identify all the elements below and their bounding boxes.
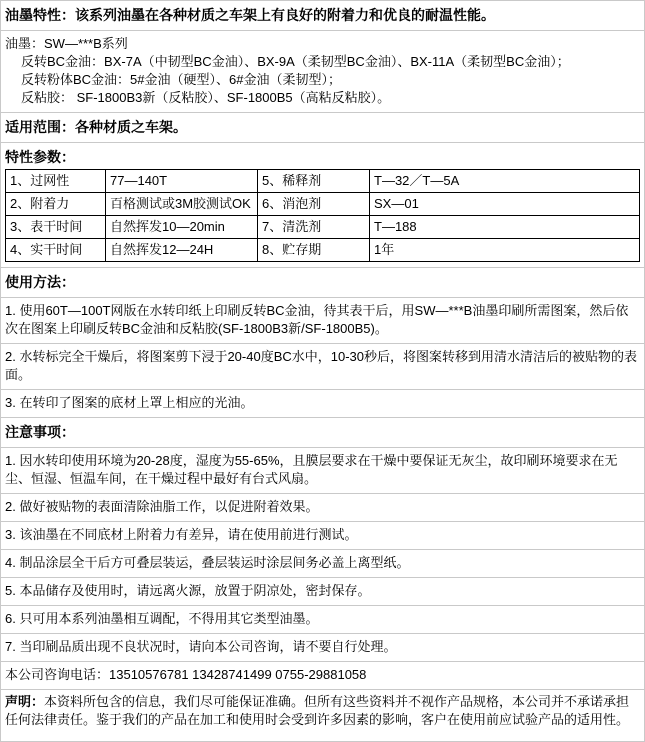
param-value: 自然挥发12—24H [106, 239, 258, 262]
params-row [6, 170, 640, 193]
statement-label: 声明： [5, 694, 45, 709]
section-phone [1, 662, 644, 690]
params-row [6, 239, 640, 262]
param-value: 1年 [370, 239, 640, 262]
scope-text: 各种材质之车架。 [75, 119, 187, 135]
usage-step: 2. 水转标完全干燥后，将图案剪下浸于20-40度BC水中，10-30秒后，将图案转移到用清水清洁后的被贴物的表面。 [1, 344, 644, 390]
usage-title: 使用方法： [1, 268, 644, 298]
note-item: 1. 因水转印使用环境为20-28度，湿度为55-65%，且膜层要求在干燥中要保证无灰尘，故印刷环境要求在无尘、恒湿、恒温车间，在干燥过程中最好有台式风扇。 [1, 448, 644, 494]
note-item: 4. 制品涂层全干后方可叠层装运，叠层装运时涂层间务必盖上离型纸。 [1, 550, 644, 578]
note-item: 5. 本品储存及使用时，请远离火源，放置于阴凉处，密封保存。 [1, 578, 644, 606]
notes-title: 注意事项： [1, 418, 644, 448]
param-value: 77—140T [106, 170, 258, 193]
note-item: 7. 当印刷品质出现不良状况时，请向本公司咨询，请不要自行处理。 [1, 634, 644, 662]
param-name: 6、消泡剂 [258, 193, 370, 216]
params-table [5, 169, 640, 262]
scope-label: 适用范围： [5, 119, 75, 135]
section-scope [1, 113, 644, 143]
feature-label: 油墨特性： [5, 7, 75, 23]
usage-step: 3. 在转印了图案的底材上罩上相应的光油。 [1, 390, 644, 418]
feature-text: 该系列油墨在各种材质之车架上有良好的附着力和优良的耐温性能。 [75, 7, 495, 23]
param-value: T—32／T—5A [370, 170, 640, 193]
param-name: 1、过网性 [6, 170, 106, 193]
section-statement [1, 690, 644, 732]
ink-line-adhesive: 反粘胶： SF-1800B3新（反粘胶）、SF-1800B5（高粘反粘胶）。 [21, 90, 391, 105]
phone-numbers: 13510576781 13428741499 0755-29881058 [109, 667, 367, 682]
statement-text: 本资料所包含的信息，我们尽可能保证准确。但所有这些资料并不视作产品规格，本公司并不承诺承担任何法律责任。鉴于我们的产品在加工和使用时会受到许多因素的影响，客户在使用前应试验产品的适用性。 [5, 694, 630, 727]
note-item: 6. 只可用本系列油墨相互调配，不得用其它类型油墨。 [1, 606, 644, 634]
section-ink-series [1, 31, 644, 113]
params-row [6, 193, 640, 216]
param-value: 百格测试或3M胶测试OK [106, 193, 258, 216]
ink-line-bc-gold: 反转BC金油：BX-7A（中韧型BC金油）、BX-9A（柔韧型BC金油）、BX-11A（柔韧型BC金油）； [21, 54, 570, 69]
phone-label: 本公司咨询电话： [5, 667, 110, 682]
params-row [6, 216, 640, 239]
usage-step: 1. 使用60T—100T网版在水转印纸上印刷反转BC金油，待其表干后，用SW—***B油墨印刷所需图案，然后依次在图案上印刷反转BC金油和反粘胶(SF-1800B3新/SF-1800B5)。 [1, 298, 644, 344]
param-name: 3、表干时间 [6, 216, 106, 239]
params-title: 特性参数： [5, 149, 75, 165]
param-value: 自然挥发10—20min [106, 216, 258, 239]
param-name: 4、实干时间 [6, 239, 106, 262]
note-item: 2. 做好被贴物的表面清除油脂工作，以促进附着效果。 [1, 494, 644, 522]
note-item: 3. 该油墨在不同底材上附着力有差异，请在使用前进行测试。 [1, 522, 644, 550]
param-value: SX—01 [370, 193, 640, 216]
section-params [1, 143, 644, 268]
ink-line-powder-bc-gold: 反转粉体BC金油：5#金油（硬型）、6#金油（柔韧型）； [21, 72, 341, 87]
param-name: 8、贮存期 [258, 239, 370, 262]
param-name: 2、附着力 [6, 193, 106, 216]
param-name: 7、清洗剂 [258, 216, 370, 239]
ink-series-line: 油墨：SW—***B系列 [5, 36, 128, 51]
section-feature [1, 1, 644, 31]
param-value: T—188 [370, 216, 640, 239]
param-name: 5、稀释剂 [258, 170, 370, 193]
